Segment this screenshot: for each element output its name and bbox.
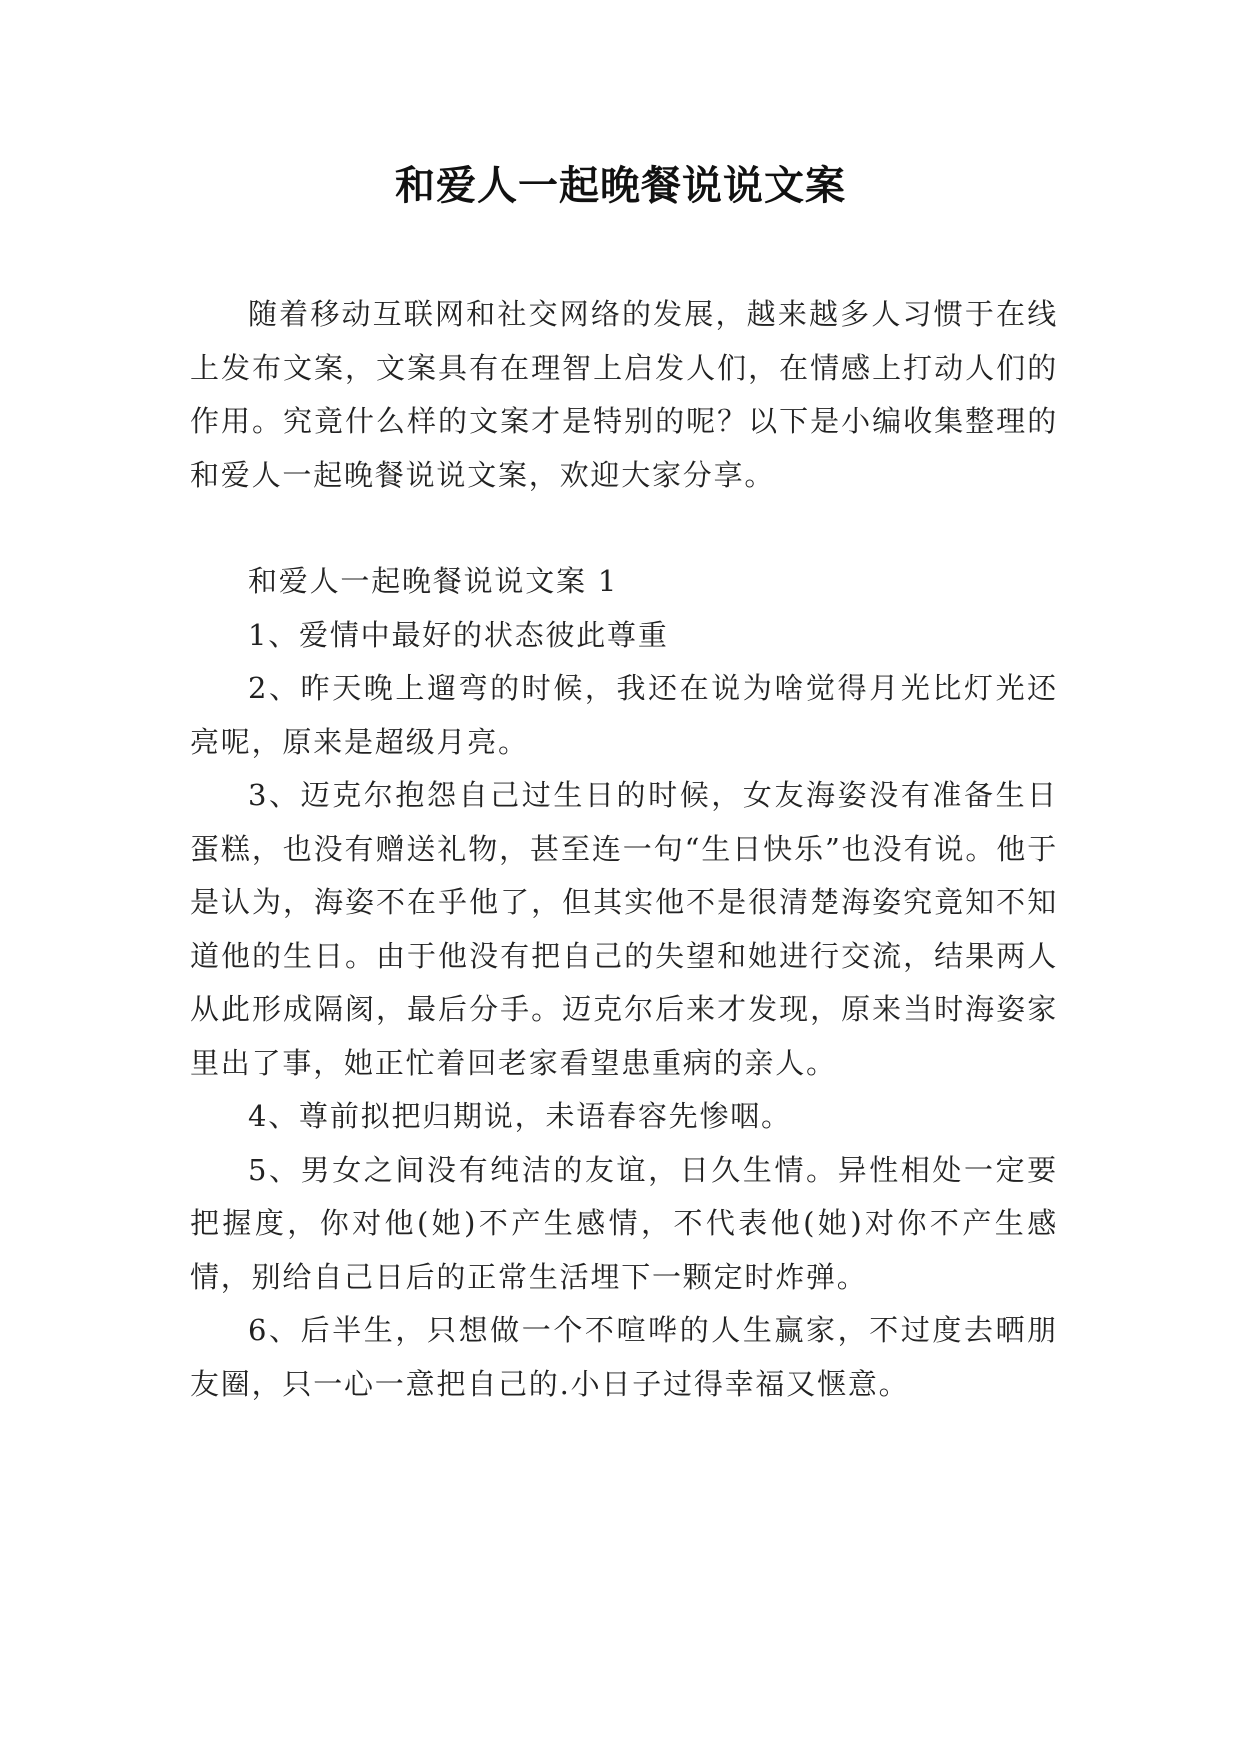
document-body xyxy=(190,288,1058,1411)
list-item: 5、男女之间没有纯洁的友谊，日久生情。异性相处一定要把握度，你对他(她)不产生感情，不代表他(她)对你不产生感情，别给自己日后的正常生活埋下一颗定时炸弹。 xyxy=(190,1152,1058,1294)
list-item: 1、爱情中最好的状态彼此尊重 xyxy=(248,617,669,652)
list-item: 6、后半生，只想做一个不喧哗的人生赢家，不过度去晒朋友圈，只一心一意把自己的.小日子过得幸福又惬意。 xyxy=(190,1313,1058,1401)
document-title: 和爱人一起晚餐说说文案 xyxy=(395,162,846,209)
list-item: 4、尊前拟把归期说，未语春容先惨咽。 xyxy=(248,1099,792,1133)
list-item: 3、迈克尔抱怨自己过生日的时候，女友海姿没有准备生日蛋糕，也没有赠送礼物，甚至连一句“生日快乐”也没有说。他于是认为，海姿不在乎他了，但其实他不是很清楚海姿究竟知不知道他的生日。由于他没有把自己的失望和她进行交流，结果两人从此形成隔阂，最后分手。迈克尔后来才发现，原来当时海姿家里出了事，她正忙着回老家看望患重病的亲人。 xyxy=(190,778,1058,1080)
list-item: 2、昨天晚上遛弯的时候，我还在说为啥觉得月光比灯光还亮呢，原来是超级月亮。 xyxy=(190,671,1058,759)
section-heading: 和爱人一起晚餐说说文案 1 xyxy=(248,564,619,598)
intro-paragraph: 随着移动互联网和社交网络的发展，越来越多人习惯于在线上发布文案，文案具有在理智上启发人们，在情感上打动人们的作用。究竟什么样的文案才是特别的呢？以下是小编收集整理的和爱人一起晚餐说说文案，欢迎大家分享。 xyxy=(190,297,1058,492)
